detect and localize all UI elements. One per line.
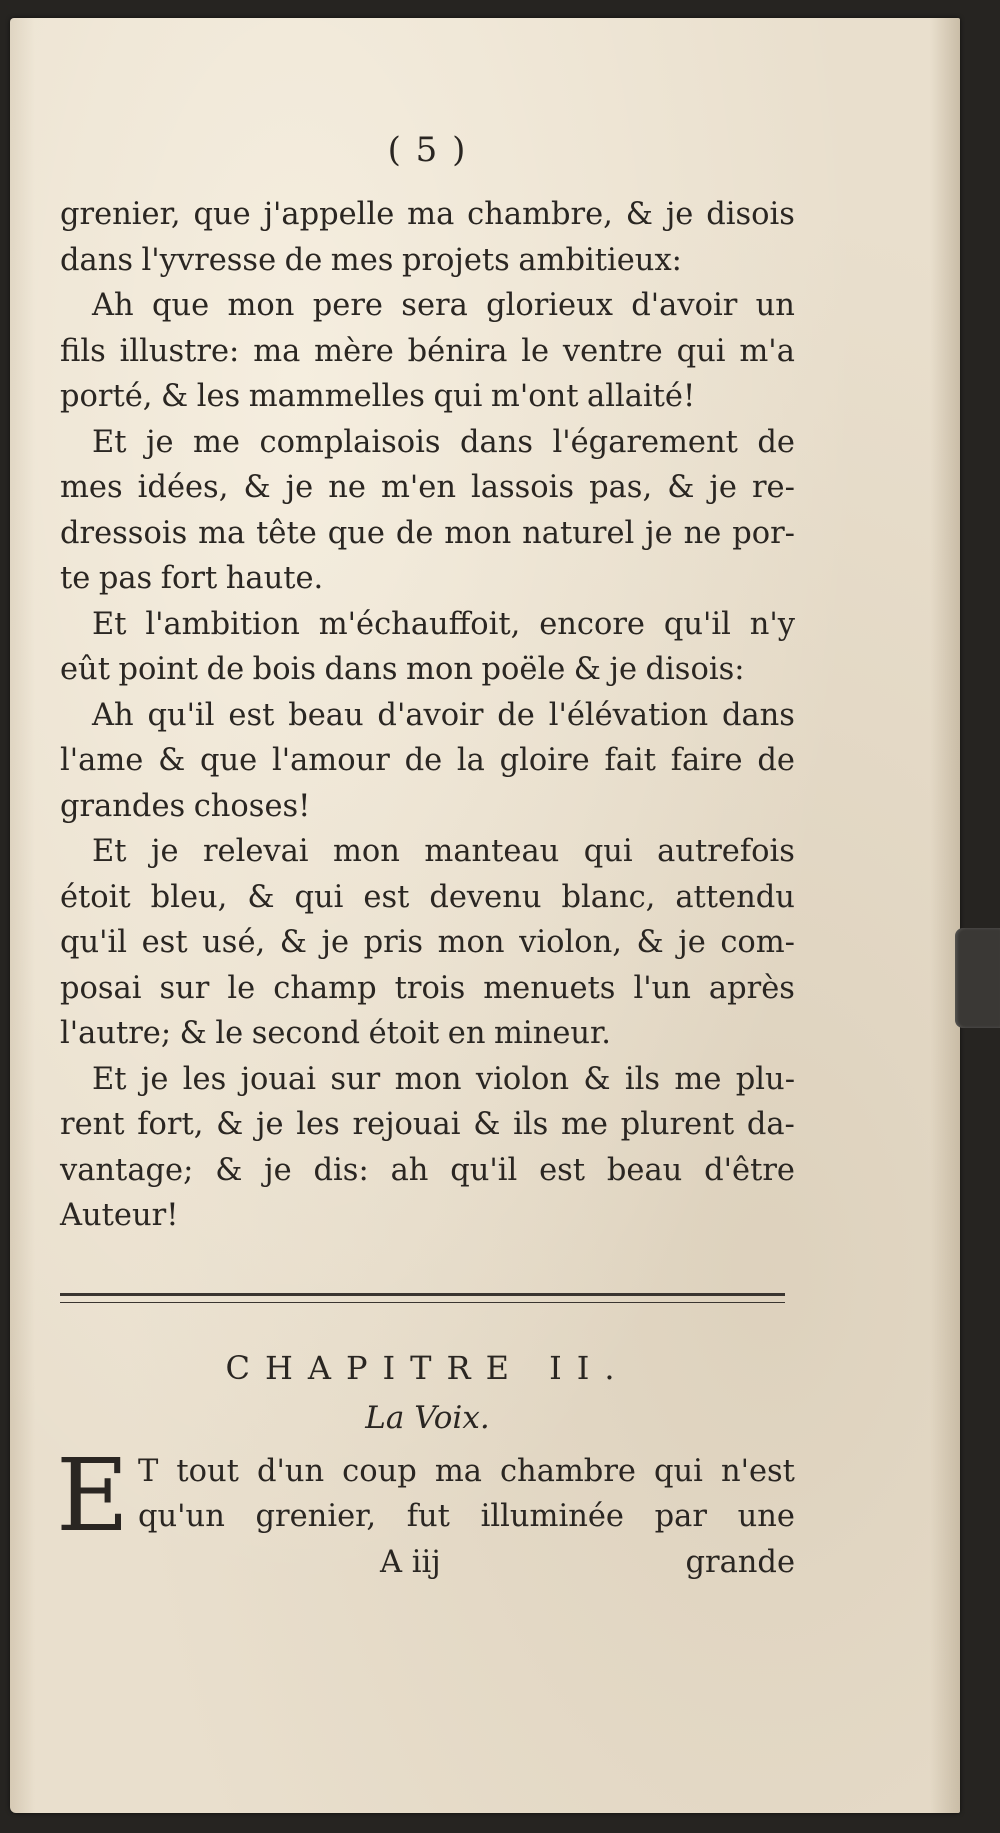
word: en — [447, 1016, 486, 1051]
word: mère — [314, 333, 394, 369]
word: qu'il — [663, 606, 731, 642]
word: qu'un — [138, 1499, 225, 1534]
drop-cap: E — [56, 1436, 129, 1554]
word: projets — [401, 242, 510, 278]
word: fait — [604, 743, 656, 778]
word: bleu, — [150, 879, 228, 915]
word: jouai — [240, 1061, 316, 1097]
word: sur — [159, 970, 210, 1006]
word: beau — [606, 1152, 683, 1188]
word: champ — [273, 970, 377, 1006]
word: me — [674, 1061, 722, 1097]
word: disois — [706, 197, 795, 232]
word: l'ame — [60, 743, 144, 778]
word: l'ambition — [145, 606, 300, 642]
text-line — [60, 420, 795, 466]
word: de — [395, 515, 434, 551]
word: je — [709, 470, 737, 505]
word: mes — [330, 242, 394, 278]
word: fut — [406, 1499, 450, 1534]
word: ventre — [562, 333, 663, 369]
word: ma — [198, 515, 246, 551]
word: je — [264, 1152, 292, 1188]
word: mon — [394, 1061, 462, 1097]
word: je — [140, 1061, 169, 1097]
text-line — [60, 1148, 795, 1194]
word: & — [573, 652, 601, 687]
text-line — [60, 374, 795, 420]
word: tout — [176, 1453, 239, 1489]
word: grenier, — [60, 197, 181, 232]
word: choses! — [193, 788, 311, 824]
word: étoit — [60, 879, 131, 915]
text-line — [60, 693, 795, 739]
word: mammelles — [248, 379, 425, 414]
text-line — [60, 329, 795, 375]
word: bénira — [407, 333, 508, 369]
word: je — [609, 652, 637, 687]
chapter-line — [60, 1494, 795, 1540]
page-number: ( 5 ) — [387, 130, 468, 170]
word: re- — [751, 470, 795, 505]
word: m'en — [380, 470, 456, 505]
word: Ah — [92, 697, 134, 733]
word: relevai — [202, 834, 309, 869]
word: coup — [342, 1453, 417, 1489]
word: devenu — [429, 879, 542, 915]
word: m'ont — [490, 379, 579, 414]
word: faire — [670, 743, 743, 778]
word: poële — [481, 652, 566, 687]
word: est — [363, 879, 410, 915]
word: Et — [92, 424, 127, 460]
word: dans — [459, 424, 533, 460]
word: fils — [60, 333, 106, 369]
word: lassois — [471, 470, 575, 505]
word: l'yvresse — [141, 242, 277, 278]
chapter-opening — [56, 1436, 795, 1554]
word: idées, — [137, 470, 229, 505]
word: manteau — [424, 834, 560, 869]
word: Ah — [92, 288, 134, 323]
word: les — [196, 379, 241, 414]
word: je — [665, 197, 694, 232]
word: complaisois — [259, 424, 441, 460]
word: tête — [256, 515, 317, 551]
word: les — [296, 1107, 340, 1142]
word: & — [161, 379, 189, 414]
word: n'y — [749, 606, 795, 642]
word: com- — [720, 925, 795, 960]
word: naturel — [522, 515, 635, 551]
word: vantage; — [60, 1152, 194, 1188]
word: eût — [60, 652, 110, 687]
word: la — [456, 743, 485, 778]
word: & — [583, 1061, 611, 1097]
text-line — [60, 1011, 795, 1057]
word: & — [625, 197, 653, 232]
word: un — [755, 288, 795, 323]
word: que — [327, 515, 385, 551]
word: une — [737, 1499, 795, 1534]
word: ne — [328, 470, 366, 505]
word: m'échauffoit, — [318, 606, 521, 642]
word: je — [146, 424, 174, 460]
word: fort, — [137, 1107, 204, 1142]
word: glorieux — [486, 288, 613, 323]
word: disois: — [645, 652, 745, 687]
text-line — [60, 966, 795, 1012]
word: d'avoir — [631, 288, 738, 323]
word: mon — [333, 834, 400, 869]
text-line — [60, 465, 795, 511]
word: l'autre; — [60, 1016, 172, 1051]
word: de — [284, 242, 323, 278]
page-text — [56, 130, 795, 1585]
text-line — [60, 238, 795, 284]
word: mon — [444, 515, 512, 551]
word: de — [404, 743, 443, 778]
word: dressois — [60, 515, 188, 551]
word: illuminée — [480, 1499, 624, 1534]
page-footer — [60, 1540, 795, 1586]
word: & — [279, 925, 307, 960]
word: dans — [721, 697, 795, 733]
word: de — [206, 652, 245, 687]
word: ma — [253, 333, 301, 369]
word: violon, — [519, 925, 622, 960]
word: que — [151, 288, 210, 323]
word: point — [118, 652, 199, 687]
word: & — [667, 470, 695, 505]
word: ambitieux: — [518, 242, 682, 278]
word: autrefois — [657, 834, 795, 869]
word: le — [215, 1016, 244, 1051]
word: qui — [653, 1453, 703, 1489]
word: rent — [60, 1107, 125, 1142]
word: ils — [624, 1061, 661, 1097]
word: menuets — [483, 970, 616, 1006]
word: Et — [92, 834, 127, 869]
word: je — [285, 470, 314, 505]
word: trois — [394, 970, 466, 1006]
word: je — [321, 925, 349, 960]
text-line — [60, 192, 795, 238]
text-line — [60, 283, 795, 329]
word: après — [708, 970, 795, 1006]
word: n'est — [720, 1453, 795, 1489]
word: j'appelle — [263, 197, 395, 232]
word: est — [141, 925, 188, 960]
word: sera — [401, 288, 468, 323]
word: mon — [437, 925, 505, 960]
word: l'élévation — [548, 697, 709, 733]
word: pas — [98, 561, 153, 596]
word: l'égarement — [552, 424, 738, 460]
word: me — [193, 424, 240, 460]
word: dans — [324, 652, 398, 687]
word: por- — [732, 515, 795, 551]
word: ils — [513, 1107, 549, 1142]
text-line — [60, 1057, 795, 1103]
word: Auteur! — [60, 1198, 179, 1233]
word: fort — [160, 561, 218, 596]
word: posai — [60, 970, 142, 1006]
word: & — [473, 1107, 501, 1142]
word: l'un — [633, 970, 691, 1006]
word: je — [256, 1107, 284, 1142]
word: & — [158, 743, 186, 778]
word: porté, — [60, 379, 153, 414]
word: pas, — [589, 470, 653, 505]
word: mes — [60, 470, 123, 505]
text-line — [60, 1102, 795, 1148]
signature-mark: A iij — [380, 1544, 441, 1580]
word: grandes — [60, 788, 186, 824]
word: haute. — [225, 561, 324, 596]
word: second — [251, 1016, 361, 1051]
word: qu'il — [60, 925, 128, 960]
word: attendu — [675, 879, 795, 915]
word: pris — [363, 925, 424, 960]
word: qu'il — [450, 1152, 518, 1188]
chapter-title: CHAPITRE II. — [225, 1348, 630, 1387]
word: ne — [683, 515, 722, 551]
word: les — [182, 1061, 227, 1097]
word: sur — [330, 1061, 381, 1097]
word: & — [215, 1152, 243, 1188]
chapter-subtitle: La Voix. — [365, 1399, 490, 1436]
word: l'amour — [271, 743, 390, 778]
word: qui — [294, 879, 344, 915]
word: ma — [407, 197, 455, 232]
word: le — [227, 970, 256, 1006]
word: & — [636, 925, 664, 960]
word: T — [138, 1453, 159, 1489]
word: illustre: — [119, 333, 240, 369]
word: que — [193, 197, 251, 232]
word: d'avoir — [377, 697, 484, 733]
word: & — [243, 470, 271, 505]
word: qui — [433, 379, 483, 414]
word: dis: — [313, 1152, 369, 1188]
word: & — [247, 879, 275, 915]
word: chambre — [499, 1453, 636, 1489]
word: & — [179, 1016, 207, 1051]
word: da- — [746, 1107, 795, 1142]
chapter-line — [60, 1449, 795, 1495]
word: de — [757, 424, 795, 460]
word: le — [521, 333, 550, 369]
word: qui — [583, 834, 633, 869]
word: bois — [252, 652, 316, 687]
word: pere — [312, 288, 383, 323]
text-line — [60, 784, 795, 830]
word: & — [216, 1107, 244, 1142]
word: mon — [227, 288, 295, 323]
word: étoit — [368, 1016, 440, 1051]
binding-tab — [955, 928, 1000, 1028]
word: mon — [406, 652, 473, 687]
word: que — [199, 743, 258, 778]
word: de — [497, 697, 535, 733]
word: Et — [92, 606, 127, 642]
word: dans — [60, 242, 134, 278]
word: grenier, — [255, 1499, 377, 1534]
text-line — [60, 602, 795, 648]
word: est — [228, 697, 275, 733]
text-line — [60, 738, 795, 784]
word: ah — [390, 1152, 429, 1188]
body-paragraphs — [60, 192, 795, 1239]
word: te — [60, 561, 91, 596]
text-line — [60, 920, 795, 966]
word: beau — [288, 697, 364, 733]
word: usé, — [202, 925, 266, 960]
word: allaité! — [587, 379, 696, 414]
word: encore — [539, 606, 645, 642]
word: plurent — [620, 1107, 735, 1142]
word: violon — [475, 1061, 570, 1097]
word: qu'il — [147, 697, 215, 733]
word: gloire — [499, 743, 590, 778]
word: plu- — [735, 1061, 795, 1097]
word: de — [757, 743, 795, 778]
word: chambre, — [467, 197, 613, 232]
word: Et — [92, 1061, 127, 1097]
text-line — [60, 511, 795, 557]
text-line — [60, 556, 795, 602]
word: je — [678, 925, 706, 960]
word: m'a — [739, 333, 795, 369]
word: blanc, — [561, 879, 656, 915]
word: rejouai — [352, 1107, 461, 1142]
text-line — [60, 875, 795, 921]
word: je — [645, 515, 673, 551]
text-line — [60, 1193, 795, 1239]
text-line — [60, 647, 795, 693]
text-line — [60, 829, 795, 875]
word: ma — [434, 1453, 482, 1489]
word: je — [150, 834, 179, 869]
word: est — [539, 1152, 586, 1188]
word: mineur. — [494, 1016, 611, 1051]
word: qui — [676, 333, 726, 369]
word: me — [560, 1107, 608, 1142]
word: d'être — [704, 1152, 795, 1188]
chapter-rule — [60, 1293, 785, 1303]
word: par — [654, 1499, 707, 1534]
catchword: grande — [685, 1544, 795, 1580]
word: d'un — [256, 1453, 325, 1489]
